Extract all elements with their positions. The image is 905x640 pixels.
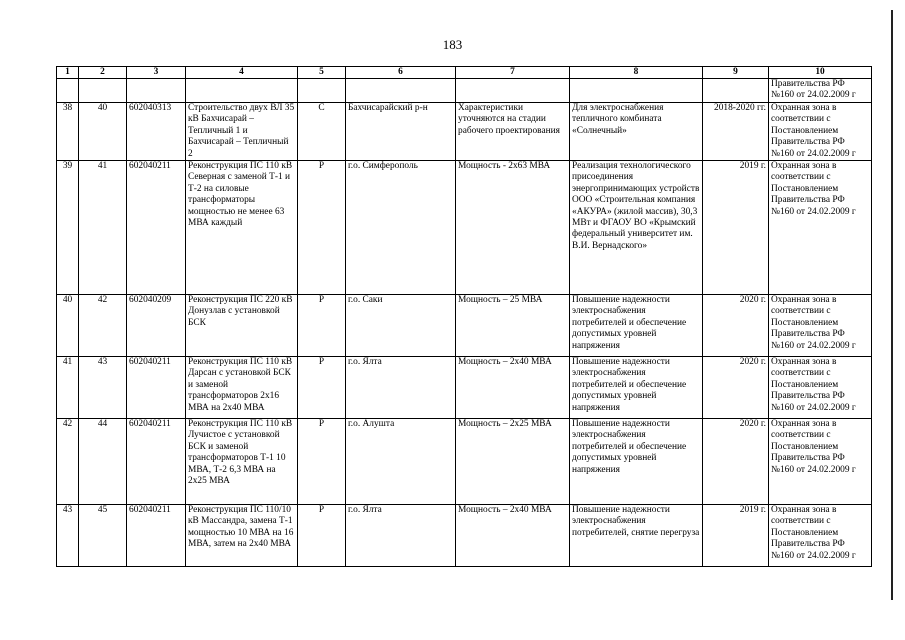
cell-purpose: Повышение надежности электроснабжения потребителей, снятие перегруза <box>570 505 703 567</box>
header-cell: 5 <box>298 67 346 79</box>
cell-status: Р <box>298 295 346 357</box>
cell-object: Реконструкция ПС 110/10 кВ Массандра, замена Т-1 мощностью 10 МВА на 16 МВА, затем на 2х40 МВА <box>186 505 298 567</box>
cell-location: г.о. Алушта <box>346 419 456 505</box>
cell-protection-zone: Правительства РФ №160 от 24.02.2009 г <box>769 79 872 103</box>
header-row <box>57 67 872 79</box>
cell-location: г.о. Саки <box>346 295 456 357</box>
cell-purpose: Повышение надежности электроснабжения потребителей и обеспечение допустимых уровней напряжения <box>570 357 703 419</box>
cell-location: г.о. Симферополь <box>346 161 456 295</box>
cell-object: Реконструкция ПС 110 кВ Лучистое с установкой БСК и заменой трансформаторов Т-1 10 МВА, Т-2 6,3 МВА на 2х25 МВА <box>186 419 298 505</box>
cell-period: 2020 г. <box>703 419 769 505</box>
cell-protection-zone: Охранная зона в соответствии с Постановлением Правительства РФ №160 от 24.02.2009 г <box>769 295 872 357</box>
cell-protection-zone: Охранная зона в соответствии с Постановлением Правительства РФ №160 от 24.02.2009 г <box>769 103 872 161</box>
continuation-row <box>57 79 872 103</box>
cell-period: 2019 г. <box>703 505 769 567</box>
cell-no: 41 <box>57 357 79 419</box>
cell-ref: 42 <box>79 295 127 357</box>
cell-object: Строительство двух ВЛ 35 кВ Бахчисарай – Тепличный 1 и Бахчисарай – Тепличный 2 <box>186 103 298 161</box>
cell-characteristics: Мощность – 2х25 МВА <box>456 419 570 505</box>
cell-no: 43 <box>57 505 79 567</box>
table-row <box>57 161 872 295</box>
cell-protection-zone: Охранная зона в соответствии с Постановлением Правительства РФ №160 от 24.02.2009 г <box>769 161 872 295</box>
cell-ref: 43 <box>79 357 127 419</box>
scan-edge-line <box>891 10 893 600</box>
cell-purpose: Для электроснабжения тепличного комбината «Солнечный» <box>570 103 703 161</box>
header-cell: 10 <box>769 67 872 79</box>
cell-period: 2020 г. <box>703 357 769 419</box>
planning-table <box>56 66 872 567</box>
cell-location: Бахчисарайский р-н <box>346 103 456 161</box>
cell-no: 40 <box>57 295 79 357</box>
header-cell: 8 <box>570 67 703 79</box>
cell-code: 602040211 <box>127 357 186 419</box>
cell-characteristics: Характеристики уточняются на стадии рабочего проектирования <box>456 103 570 161</box>
cell-location: г.о. Ялта <box>346 357 456 419</box>
cell-characteristics: Мощность – 25 МВА <box>456 295 570 357</box>
table-row <box>57 419 872 505</box>
cell-object: Реконструкция ПС 220 кВ Донузлав с установкой БСК <box>186 295 298 357</box>
cell-no: 39 <box>57 161 79 295</box>
cell-ref: 40 <box>79 103 127 161</box>
table-row <box>57 295 872 357</box>
cell-period: 2020 г. <box>703 295 769 357</box>
cell-status: С <box>298 103 346 161</box>
page-number: 183 <box>442 37 463 52</box>
cell-object: Реконструкция ПС 110 кВ Северная с заменой Т-1 и Т-2 на силовые трансформаторы мощностью не менее 63 МВА каждый <box>186 161 298 295</box>
cell-ref: 41 <box>79 161 127 295</box>
header-cell: 7 <box>456 67 570 79</box>
header-cell: 2 <box>79 67 127 79</box>
cell-ref: 44 <box>79 419 127 505</box>
cell-characteristics: Мощность - 2х63 МВА <box>456 161 570 295</box>
cell-status: Р <box>298 419 346 505</box>
header-cell: 4 <box>186 67 298 79</box>
cell-code: 602040211 <box>127 161 186 295</box>
table-row <box>57 505 872 567</box>
table-row <box>57 103 872 161</box>
cell-protection-zone: Охранная зона в соответствии с Постановлением Правительства РФ №160 от 24.02.2009 г <box>769 419 872 505</box>
cell-period: 2019 г. <box>703 161 769 295</box>
cell-protection-zone: Охранная зона в соответствии с Постановлением Правительства РФ №160 от 24.02.2009 г <box>769 357 872 419</box>
header-cell: 9 <box>703 67 769 79</box>
cell-status: Р <box>298 505 346 567</box>
cell-characteristics: Мощность – 2х40 МВА <box>456 357 570 419</box>
cell-code: 602040313 <box>127 103 186 161</box>
cell-status: Р <box>298 357 346 419</box>
cell-code: 602040211 <box>127 419 186 505</box>
cell-code: 602040211 <box>127 505 186 567</box>
table-row <box>57 357 872 419</box>
cell-code: 602040209 <box>127 295 186 357</box>
cell-no: 38 <box>57 103 79 161</box>
cell-characteristics: Мощность – 2х40 МВА <box>456 505 570 567</box>
header-cell: 6 <box>346 67 456 79</box>
cell-location: г.о. Ялта <box>346 505 456 567</box>
cell-no: 42 <box>57 419 79 505</box>
cell-purpose: Повышение надежности электроснабжения потребителей и обеспечение допустимых уровней напряжения <box>570 295 703 357</box>
header-cell: 1 <box>57 67 79 79</box>
cell-status: Р <box>298 161 346 295</box>
cell-purpose: Реализация технологического присоединения энергопринимающих устройств ООО «Строительная компания «АКУРА» (жилой массив), 30,3 МВт и ФГАОУ ВО «Крымский федеральный университет им. В.И. Вернадского» <box>570 161 703 295</box>
cell-protection-zone: Охранная зона в соответствии с Постановлением Правительства РФ №160 от 24.02.2009 г <box>769 505 872 567</box>
header-cell: 3 <box>127 67 186 79</box>
cell-period: 2018-2020 гг. <box>703 103 769 161</box>
cell-object: Реконструкция ПС 110 кВ Дарсан с установкой БСК и заменой трансформаторов 2х16 МВА на 2х40 МВА <box>186 357 298 419</box>
cell-ref: 45 <box>79 505 127 567</box>
cell-purpose: Повышение надежности электроснабжения потребителей и обеспечение допустимых уровней напряжения <box>570 419 703 505</box>
